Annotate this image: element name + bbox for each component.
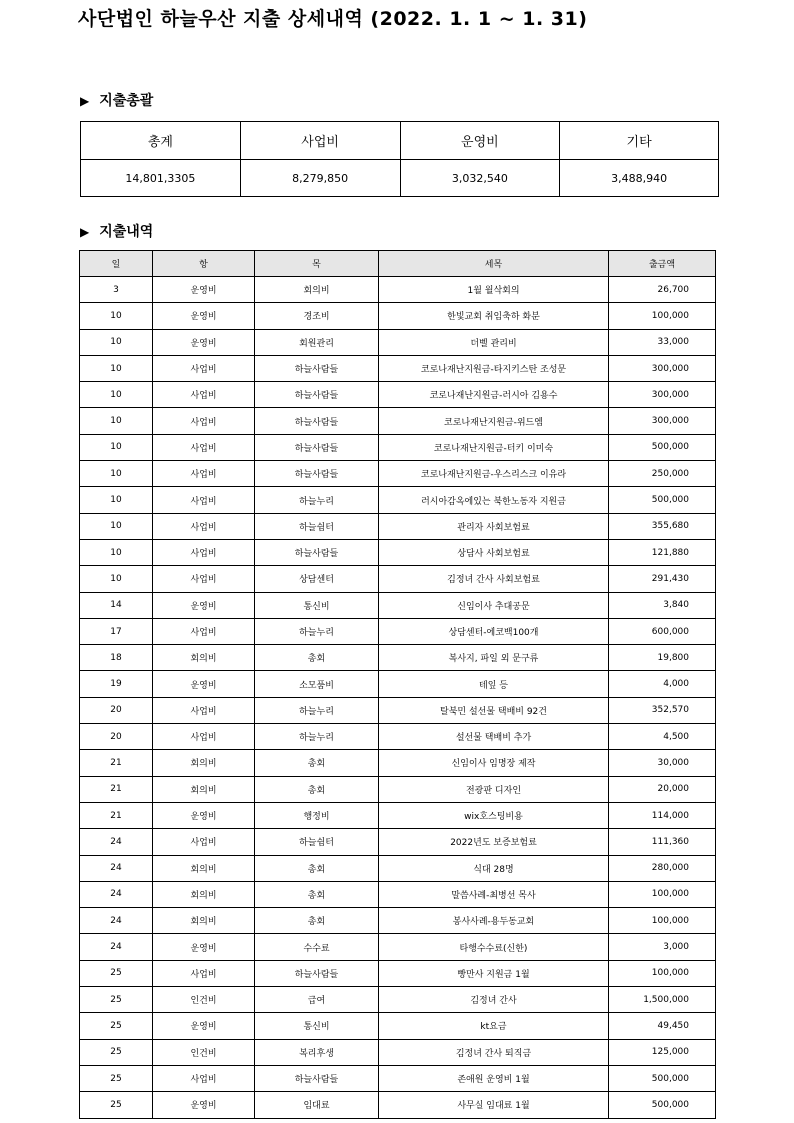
table-row <box>80 697 716 723</box>
cell-amount: 30,000 <box>609 750 716 776</box>
cell-category: 사업비 <box>153 513 255 539</box>
cell-item: 총회 <box>255 908 379 934</box>
cell-category: 사업비 <box>153 461 255 487</box>
cell-day: 21 <box>80 802 153 828</box>
cell-category: 사업비 <box>153 355 255 381</box>
cell-category: 사업비 <box>153 382 255 408</box>
cell-amount: 19,800 <box>609 645 716 671</box>
table-row <box>80 277 716 303</box>
table-row <box>80 303 716 329</box>
cell-subitem: 1월 월삭회의 <box>379 277 609 303</box>
cell-item: 회원관리 <box>255 329 379 355</box>
cell-amount: 355,680 <box>609 513 716 539</box>
cell-category: 사업비 <box>153 829 255 855</box>
detail-heading <box>80 221 153 241</box>
cell-amount: 3,840 <box>609 592 716 618</box>
cell-day: 10 <box>80 487 153 513</box>
cell-amount: 100,000 <box>609 960 716 986</box>
cell-day: 25 <box>80 1039 153 1065</box>
table-row <box>80 908 716 934</box>
table-row <box>80 329 716 355</box>
cell-amount: 1,500,000 <box>609 987 716 1013</box>
cell-subitem: 코로나재난지원금-우스리스크 이유라 <box>379 461 609 487</box>
table-row <box>80 408 716 434</box>
cell-category: 운영비 <box>153 671 255 697</box>
cell-subitem: 한빛교회 취임축하 화분 <box>379 303 609 329</box>
table-row <box>80 618 716 644</box>
cell-item: 총회 <box>255 855 379 881</box>
cell-category: 사업비 <box>153 566 255 592</box>
triangle-right-icon: ▶ <box>80 225 90 239</box>
summary-header-operation: 운영비 <box>400 122 560 160</box>
cell-category: 회의비 <box>153 881 255 907</box>
cell-subitem: 러시아감옥에있는 북한노동자 지원금 <box>379 487 609 513</box>
cell-item: 하늘사람들 <box>255 355 379 381</box>
cell-amount: 280,000 <box>609 855 716 881</box>
cell-subitem: 코로나재난지원금-위드엠 <box>379 408 609 434</box>
cell-item: 하늘사람들 <box>255 461 379 487</box>
cell-day: 10 <box>80 539 153 565</box>
cell-amount: 100,000 <box>609 303 716 329</box>
table-row <box>80 750 716 776</box>
triangle-right-icon: ▶ <box>80 94 90 108</box>
table-row <box>80 960 716 986</box>
cell-amount: 500,000 <box>609 1065 716 1091</box>
header-subitem: 세목 <box>379 251 609 277</box>
cell-item: 하늘누리 <box>255 724 379 750</box>
cell-category: 회의비 <box>153 855 255 881</box>
cell-amount: 300,000 <box>609 355 716 381</box>
cell-day: 20 <box>80 697 153 723</box>
table-row <box>80 881 716 907</box>
cell-amount: 33,000 <box>609 329 716 355</box>
cell-amount: 600,000 <box>609 618 716 644</box>
summary-value-other: 3,488,940 <box>560 160 719 197</box>
cell-item: 총회 <box>255 776 379 802</box>
table-row <box>80 829 716 855</box>
cell-category: 사업비 <box>153 618 255 644</box>
cell-day: 10 <box>80 566 153 592</box>
cell-item: 하늘사람들 <box>255 382 379 408</box>
cell-category: 사업비 <box>153 434 255 460</box>
cell-subitem: 빵만사 지원금 1월 <box>379 960 609 986</box>
cell-category: 회의비 <box>153 776 255 802</box>
table-row <box>80 855 716 881</box>
cell-subitem: 전광판 디자인 <box>379 776 609 802</box>
table-row <box>80 566 716 592</box>
cell-subitem: 신임이사 추대공문 <box>379 592 609 618</box>
cell-day: 3 <box>80 277 153 303</box>
cell-subitem: 김정녀 간사 사회보험료 <box>379 566 609 592</box>
cell-amount: 300,000 <box>609 408 716 434</box>
cell-amount: 20,000 <box>609 776 716 802</box>
cell-subitem: 설선물 택배비 추가 <box>379 724 609 750</box>
table-row <box>80 1092 716 1118</box>
summary-header-total: 총계 <box>81 122 241 160</box>
cell-day: 25 <box>80 1013 153 1039</box>
table-row <box>80 802 716 828</box>
table-row <box>80 987 716 1013</box>
cell-subitem: 테잎 등 <box>379 671 609 697</box>
cell-amount: 500,000 <box>609 434 716 460</box>
cell-amount: 500,000 <box>609 487 716 513</box>
cell-subitem: 김정녀 간사 퇴직금 <box>379 1039 609 1065</box>
cell-subitem: 2022년도 보증보험료 <box>379 829 609 855</box>
cell-day: 24 <box>80 855 153 881</box>
cell-day: 24 <box>80 934 153 960</box>
cell-item: 총회 <box>255 750 379 776</box>
cell-item: 임대료 <box>255 1092 379 1118</box>
cell-amount: 100,000 <box>609 908 716 934</box>
cell-amount: 111,360 <box>609 829 716 855</box>
cell-subitem: 식대 28명 <box>379 855 609 881</box>
cell-item: 하늘쉼터 <box>255 829 379 855</box>
header-amount: 출금액 <box>609 251 716 277</box>
cell-subitem: 김정녀 간사 <box>379 987 609 1013</box>
header-item: 목 <box>255 251 379 277</box>
cell-item: 하늘사람들 <box>255 434 379 460</box>
cell-day: 24 <box>80 908 153 934</box>
cell-subitem: 관리자 사회보험료 <box>379 513 609 539</box>
table-row <box>80 513 716 539</box>
cell-amount: 250,000 <box>609 461 716 487</box>
table-row <box>80 1013 716 1039</box>
cell-category: 운영비 <box>153 802 255 828</box>
cell-category: 사업비 <box>153 724 255 750</box>
summary-table <box>80 121 719 197</box>
cell-subitem: 존애원 운영비 1월 <box>379 1065 609 1091</box>
cell-amount: 500,000 <box>609 1092 716 1118</box>
cell-amount: 114,000 <box>609 802 716 828</box>
cell-item: 총회 <box>255 881 379 907</box>
cell-item: 회의비 <box>255 277 379 303</box>
cell-day: 17 <box>80 618 153 644</box>
cell-day: 25 <box>80 1065 153 1091</box>
cell-day: 24 <box>80 881 153 907</box>
cell-amount: 300,000 <box>609 382 716 408</box>
cell-day: 20 <box>80 724 153 750</box>
cell-subitem: wix호스팅비용 <box>379 802 609 828</box>
table-row <box>80 934 716 960</box>
cell-category: 인건비 <box>153 987 255 1013</box>
cell-category: 사업비 <box>153 1065 255 1091</box>
cell-subitem: 상담사 사회보험료 <box>379 539 609 565</box>
detail-table <box>79 250 716 1119</box>
cell-day: 18 <box>80 645 153 671</box>
cell-category: 운영비 <box>153 329 255 355</box>
cell-item: 행정비 <box>255 802 379 828</box>
cell-item: 경조비 <box>255 303 379 329</box>
cell-day: 24 <box>80 829 153 855</box>
summary-value-total: 14,801,3305 <box>81 160 241 197</box>
table-row <box>80 671 716 697</box>
cell-item: 하늘누리 <box>255 618 379 644</box>
cell-day: 21 <box>80 750 153 776</box>
cell-subitem: 코로나재난지원금-타지키스탄 조성문 <box>379 355 609 381</box>
summary-value-operation: 3,032,540 <box>400 160 560 197</box>
cell-category: 인건비 <box>153 1039 255 1065</box>
cell-day: 10 <box>80 408 153 434</box>
summary-header-other: 기타 <box>560 122 719 160</box>
cell-subitem: 탈북민 설선물 택배비 92건 <box>379 697 609 723</box>
table-row <box>80 645 716 671</box>
cell-item: 하늘사람들 <box>255 960 379 986</box>
cell-subitem: 사무실 임대료 1월 <box>379 1092 609 1118</box>
cell-subitem: 말씀사례-최병선 목사 <box>379 881 609 907</box>
cell-amount: 121,880 <box>609 539 716 565</box>
cell-amount: 4,500 <box>609 724 716 750</box>
cell-category: 회의비 <box>153 645 255 671</box>
cell-category: 운영비 <box>153 592 255 618</box>
cell-amount: 352,570 <box>609 697 716 723</box>
cell-day: 25 <box>80 960 153 986</box>
cell-item: 통신비 <box>255 592 379 618</box>
detail-header-row <box>80 251 716 277</box>
cell-day: 19 <box>80 671 153 697</box>
cell-day: 10 <box>80 303 153 329</box>
table-row <box>80 487 716 513</box>
cell-category: 회의비 <box>153 750 255 776</box>
cell-item: 하늘사람들 <box>255 539 379 565</box>
cell-subitem: kt요금 <box>379 1013 609 1039</box>
header-day: 일 <box>80 251 153 277</box>
cell-category: 운영비 <box>153 303 255 329</box>
header-category: 항 <box>153 251 255 277</box>
cell-amount: 3,000 <box>609 934 716 960</box>
cell-day: 25 <box>80 1092 153 1118</box>
cell-item: 소모품비 <box>255 671 379 697</box>
summary-heading <box>80 90 153 110</box>
cell-subitem: 복사지, 파일 외 문구류 <box>379 645 609 671</box>
cell-category: 사업비 <box>153 697 255 723</box>
table-row <box>80 382 716 408</box>
cell-subitem: 봉사사례-용두동교회 <box>379 908 609 934</box>
cell-day: 21 <box>80 776 153 802</box>
table-row <box>80 776 716 802</box>
cell-day: 10 <box>80 355 153 381</box>
cell-amount: 49,450 <box>609 1013 716 1039</box>
summary-header-row <box>81 122 719 160</box>
table-row <box>80 724 716 750</box>
cell-item: 상담센터 <box>255 566 379 592</box>
cell-item: 하늘누리 <box>255 487 379 513</box>
cell-item: 복리후생 <box>255 1039 379 1065</box>
cell-category: 운영비 <box>153 277 255 303</box>
cell-amount: 26,700 <box>609 277 716 303</box>
cell-item: 수수료 <box>255 934 379 960</box>
table-row <box>80 355 716 381</box>
summary-value-row <box>81 160 719 197</box>
table-row <box>80 539 716 565</box>
cell-item: 총회 <box>255 645 379 671</box>
cell-amount: 4,000 <box>609 671 716 697</box>
cell-day: 10 <box>80 329 153 355</box>
cell-item: 하늘사람들 <box>255 1065 379 1091</box>
cell-item: 통신비 <box>255 1013 379 1039</box>
cell-day: 14 <box>80 592 153 618</box>
cell-day: 10 <box>80 434 153 460</box>
cell-day: 10 <box>80 382 153 408</box>
table-row <box>80 592 716 618</box>
cell-category: 회의비 <box>153 908 255 934</box>
table-row <box>80 461 716 487</box>
cell-item: 급여 <box>255 987 379 1013</box>
table-row <box>80 434 716 460</box>
cell-subitem: 상담센터-에코백100개 <box>379 618 609 644</box>
page-title: 사단법인 하늘우산 지출 상세내역 (2022. 1. 1 ~ 1. 31) <box>78 8 588 30</box>
cell-category: 운영비 <box>153 1092 255 1118</box>
cell-day: 25 <box>80 987 153 1013</box>
summary-header-business: 사업비 <box>240 122 400 160</box>
cell-subitem: 더벨 관리비 <box>379 329 609 355</box>
cell-amount: 100,000 <box>609 881 716 907</box>
cell-subitem: 신임이사 임명장 제작 <box>379 750 609 776</box>
cell-category: 사업비 <box>153 960 255 986</box>
cell-item: 하늘사람들 <box>255 408 379 434</box>
table-row <box>80 1039 716 1065</box>
cell-item: 하늘누리 <box>255 697 379 723</box>
detail-heading-text: 지출내역 <box>99 224 154 240</box>
cell-subitem: 타행수수료(신한) <box>379 934 609 960</box>
table-row <box>80 1065 716 1091</box>
cell-subitem: 코로나재난지원금-터키 이미숙 <box>379 434 609 460</box>
cell-amount: 291,430 <box>609 566 716 592</box>
cell-category: 사업비 <box>153 487 255 513</box>
summary-value-business: 8,279,850 <box>240 160 400 197</box>
cell-category: 사업비 <box>153 408 255 434</box>
cell-category: 운영비 <box>153 934 255 960</box>
cell-subitem: 코로나재난지원금-러시아 김용수 <box>379 382 609 408</box>
cell-category: 운영비 <box>153 1013 255 1039</box>
cell-item: 하늘쉼터 <box>255 513 379 539</box>
cell-day: 10 <box>80 513 153 539</box>
cell-amount: 125,000 <box>609 1039 716 1065</box>
cell-day: 10 <box>80 461 153 487</box>
summary-heading-text: 지출총괄 <box>99 93 154 109</box>
cell-category: 사업비 <box>153 539 255 565</box>
